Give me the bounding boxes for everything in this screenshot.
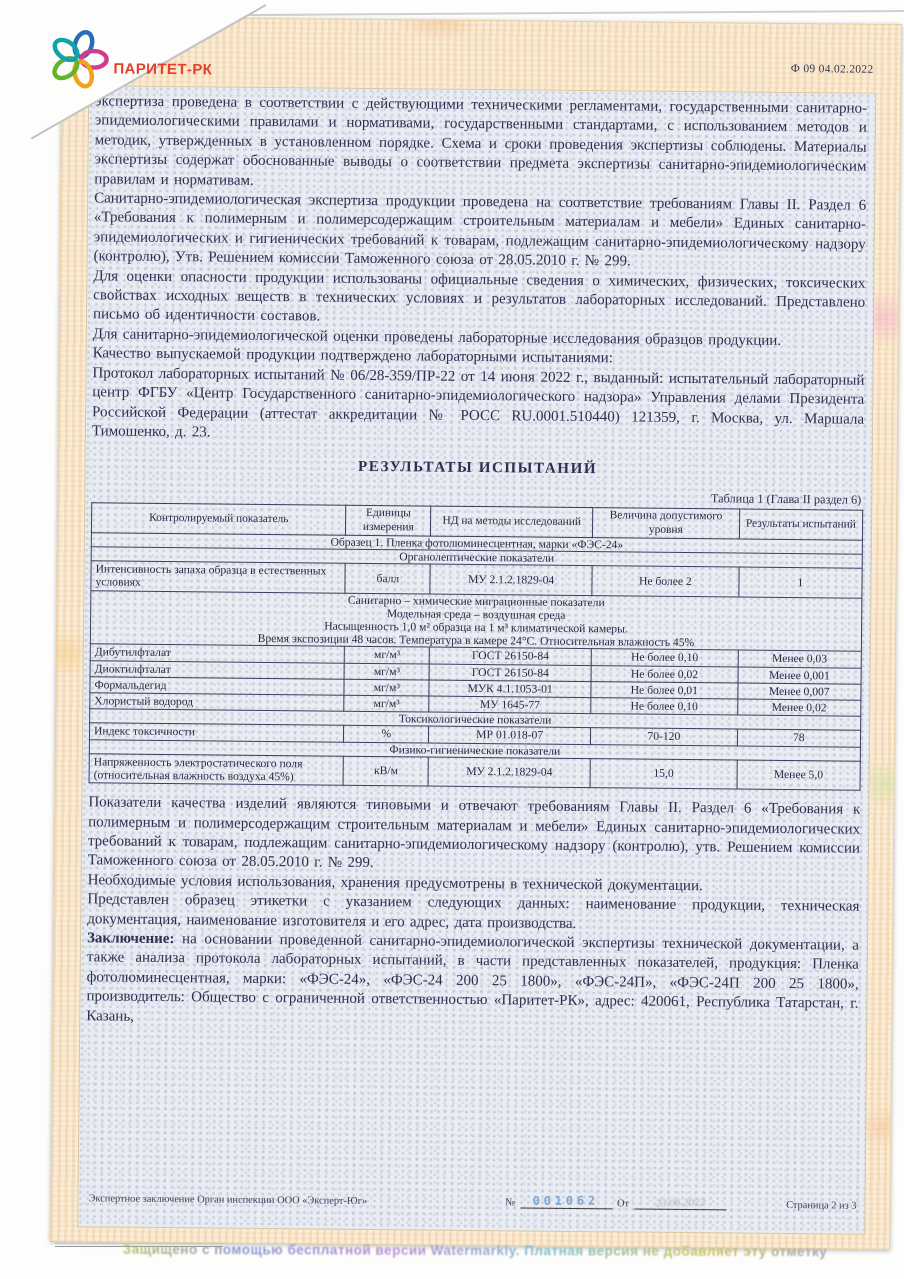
cell: Не более 0,10 [591, 698, 738, 716]
decorative-border-frame [50, 16, 902, 1250]
cell: Хлористый водород [90, 693, 345, 712]
document-sheet [50, 16, 902, 1250]
from-label: От [617, 1198, 630, 1210]
cell: мг/м³ [344, 679, 429, 696]
summary-paragraphs [86, 793, 860, 1033]
paragraph: Для оценки опасности продукции использованы официальные сведения о химических, физических, токсических свойствах исходных веществ в технических условиях и результатов лабораторных исследований. Представлено письмо об идентичности составов. [92, 267, 866, 325]
paragraph: Для санитарно-эпидемиологической оценки проведены лабораторные исследования образцов продукции. [92, 326, 782, 349]
section-organoleptic: Органолептические показатели [91, 547, 862, 569]
footer-number-group [505, 1192, 726, 1210]
cell: Не более 0,10 [591, 649, 738, 667]
paragraph: Санитарно-эпидемиологическая экспертиза продукции проведена на соответствие требованиям Главы II. Раздел 6 «Требования к полимерным и полимерсодержащим строительным материалам и мебели» Единых санитарно-эпидемиологических и гигиенических требований к товарам, подлежащим санитарно-эпидемиологическому надзору (контролю), Утв. Решением комиссии Таможенного союза от 28.05.2010 г. № 299. [93, 190, 867, 270]
number-stamp: 001062 [532, 1192, 600, 1209]
cell: МУ 2.1.2.1829-04 [430, 564, 592, 595]
document-footer [88, 1188, 856, 1211]
cell: Менее 0,001 [738, 667, 862, 684]
cell: Не более 2 [592, 566, 739, 597]
cell: 78 [737, 729, 861, 746]
cell: Напряженность электростатического поля (относительная влажность воздуха 45%) [89, 754, 344, 786]
paragraph: Показатели качества изделий являются типовыми и отвечают требованиям Главы II. Раздел 6 «Требования к полимерным и полимерсодержащим строительным материалам и мебели» Единых санитарно-эпидемиологических требований к товарам, подлежащим санитарно-эпидемиологическому надзору (контролю), утв. Решением комиссии Таможенного союза от 28.05.2010 г. № 299. [87, 794, 861, 872]
cell: 70-120 [591, 728, 738, 746]
cell: Интенсивность запаха образца в естественных условиях [91, 561, 346, 593]
cell: мг/м³ [344, 695, 429, 712]
paragraph: Представлен образец этикетки с указанием следующих данных: наименование продукции, техническая документация, наименование изготовителя и его адрес, дата производства. [87, 891, 860, 932]
cell: кВ/м [343, 756, 428, 786]
cell: % [344, 726, 429, 743]
pinwheel-flower-icon [47, 28, 110, 91]
cell: Формальдегид [90, 677, 345, 696]
paragraph: экспертиза проведена в соответствии с действующими техническими регламентами, государственными санитарно-эпидемиологическими правилами и нормативами, государственными стандартами, с использованием методов и методик, утвержденных в установленном порядке. Схема и сроки проведения экспертизы соблюдены. Материалы экспертизы содержат обоснованные выводы о соответствии предмета экспертизы санитарно-эпидемиологическим правилам и нормативам. [94, 93, 868, 189]
cell: Не более 0,01 [591, 681, 738, 699]
section-row [90, 590, 861, 651]
cell: Менее 5,0 [737, 760, 861, 791]
section-sample: Образец 1. Пленка фотолюминесцентная, марки «ФЭС-24» [91, 533, 862, 555]
handwritten-date: 23.06.2022 [655, 1196, 705, 1210]
cell: ГОСТ 26150-84 [429, 647, 591, 665]
cell: МУ 1645-77 [429, 696, 591, 714]
cell: Индекс токсичности [89, 723, 344, 742]
col-header: Единицы измерения [346, 506, 431, 536]
cell: мг/м³ [344, 663, 429, 680]
page-indicator: Страница 2 из 3 [786, 1200, 857, 1212]
page-body [78, 86, 875, 1233]
cell: МР 01.018-07 [429, 726, 591, 744]
cell: мг/м³ [345, 647, 430, 664]
conclusion-label: Заключение: [86, 930, 175, 948]
table-row [89, 754, 860, 791]
conclusion-text: на основании проведенной санитарно-эпидемиологической экспертизы технической документации, а также анализа протокола лабораторных испытаний, в части представленных показателей, продукция: Пленка фотолюминесцентная, марки: «ФЭС-24», «ФЭС-24 200 25 1800», «ФЭС-24П», «ФЭС-24П 200 25 1800», производитель: Общество с ограниченной ответственностью «Паритет-РК», адрес: 420061, Республика Татарстан, г. Казань, [86, 931, 860, 1025]
cell: Менее 0,02 [737, 699, 861, 716]
watermark-text: Защищено с помощью бесплатной версии Watermarkly. Платная версия не добавляет эту отметку [90, 1242, 860, 1260]
col-header: НД на методы исследований [431, 506, 593, 537]
cell: Менее 0,007 [737, 683, 861, 700]
paragraph: Необходимые условия использования, хранения предусмотрены в технической документации. [87, 872, 703, 894]
table-caption: Таблица 1 (Глава II раздел 6) [710, 491, 862, 508]
cell: 1 [738, 567, 862, 598]
section-sanitary-conditions [90, 590, 861, 651]
cell: 15,0 [590, 758, 737, 789]
cell: Не более 0,02 [591, 665, 738, 683]
conclusion-paragraph [86, 929, 859, 1033]
col-header: Величина допустимого уровня [593, 508, 740, 539]
intro-paragraphs [92, 92, 867, 449]
logo-text: ПАРИТЕТ-РК [113, 59, 213, 78]
paragraph: Качество выпускаемой продукции подтверждено лабораторными испытаниями: [92, 345, 613, 367]
cell: балл [345, 563, 430, 593]
date-blank [634, 1197, 726, 1211]
section-toxicological: Токсикологические показатели [90, 709, 861, 731]
condition-line: Санитарно – химические миграционные показатели [347, 593, 605, 609]
number-label: № [505, 1197, 516, 1209]
results-heading: РЕЗУЛЬТАТЫ ИСПЫТАНИЙ [357, 459, 598, 478]
col-header: Результаты испытаний [739, 509, 863, 540]
cell: Дибутилфталат [90, 644, 345, 663]
number-blank [520, 1192, 612, 1209]
cell: МУК 4.1.1053-01 [429, 680, 591, 698]
form-code: Ф 09 04.02.2022 [790, 62, 874, 76]
paragraph: Протокол лабораторных испытаний № 06/28-359/ПР-22 от 14 июня 2022 г., выданный: испытательный лабораторный центр ФГБУ «Центр Государственного санитарно-эпидемиологического надзора» Управления делами Президента Российской Федерации (аттестат аккредитации № РОСС RU.0001.510440) 121359, г. Москва, ул. Маршала Тимошенко, д. 23. [91, 364, 865, 441]
results-table [89, 503, 864, 791]
cell: ГОСТ 26150-84 [429, 664, 591, 682]
condition-line: Насыщенность 1,0 м² образца на 1 м³ климатической камеры. [324, 619, 628, 636]
cell: Диоктилфталат [90, 660, 345, 679]
cell: Менее 0,03 [738, 650, 862, 667]
condition-line: Время экспозиции 48 часов. Температура в камере 24°С. Относительная влажность 45% [257, 632, 695, 650]
condition-line: Модельная среда – воздушная среда [386, 606, 566, 622]
scan-page-edge-line [248, 10, 904, 16]
logo [47, 28, 212, 92]
footer-org-line: Экспертное заключение Орган инспекции ООО «Эксперт-Юг» [88, 1193, 368, 1207]
cell: МУ 2.1.2.1829-04 [428, 757, 590, 788]
col-header: Контролируемый показатель [91, 503, 346, 535]
section-physical: Физико-гигиенические показатели [89, 739, 860, 761]
